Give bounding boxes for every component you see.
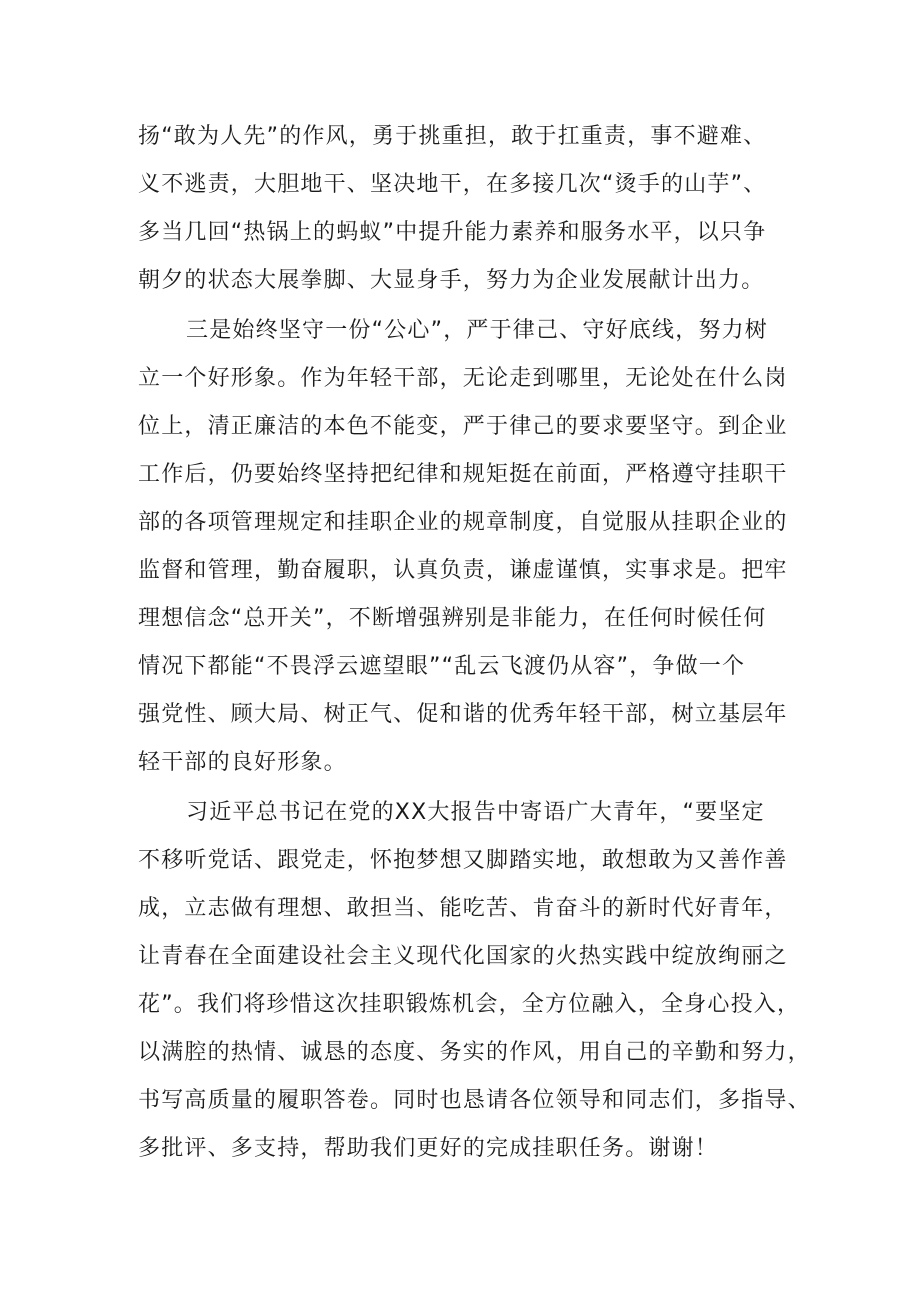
paragraph-3 xyxy=(138,789,811,1173)
document-body xyxy=(138,113,811,1173)
text-line: 理想信念“总开关”，不断增强辨别是非能力，在任何时候任何 xyxy=(138,606,767,631)
text-line: 义不逃责，大胆地干、坚决地干，在多接几次“烫手的山芋”、 xyxy=(138,172,767,197)
text-line: 强党性、顾大局、树正气、促和谐的优秀年轻干部，树立基层年 xyxy=(138,702,788,727)
text-line: 习近平总书记在党的XX大报告中寄语广大青年，“要坚定 xyxy=(186,800,765,825)
text-line: 以满腔的热情、诚恳的态度、务实的作风，用自己的辛勤和努力， xyxy=(138,1040,811,1065)
text-line: 位上，清正廉洁的本色不能变，严于律己的要求要坚守。到企业 xyxy=(138,414,788,439)
text-line: 轻干部的良好形象。 xyxy=(138,750,347,775)
text-line: 三是始终坚守一份“公心”，严于律己、守好底线，努力树 xyxy=(186,318,768,343)
text-line: 多批评、多支持，帮助我们更好的完成挂职任务。谢谢！ xyxy=(138,1136,719,1161)
text-line: 扬“敢为人先”的作风，勇于挑重担，敢于扛重责，事不避难、 xyxy=(138,124,767,149)
text-line: 朝夕的状态大展拳脚、大显身手，努力为企业发展献计出力。 xyxy=(138,268,765,293)
text-line: 花”。我们将珍惜这次挂职锻炼机会，全方位融入，全身心投入， xyxy=(138,992,801,1017)
text-line: 情况下都能“不畏浮云遮望眼”“乱云飞渡仍从容”，争做一个 xyxy=(138,654,746,679)
text-line: 让青春在全面建设社会主义现代化国家的火热实践中绽放绚丽之 xyxy=(138,944,788,969)
text-line: 多当几回“热锅上的蚂蚁”中提升能力素养和服务水平，以只争 xyxy=(138,220,767,245)
text-line: 成，立志做有理想、敢担当、能吃苦、肯奋斗的新时代好青年， xyxy=(138,896,788,921)
text-line: 不移听党话、跟党走，怀抱梦想又脚踏实地，敢想敢为又善作善 xyxy=(138,848,788,873)
text-line: 工作后，仍要始终坚持把纪律和规矩挺在前面，严格遵守挂职干 xyxy=(138,462,788,487)
text-line: 部的各项管理规定和挂职企业的规章制度，自觉服从挂职企业的 xyxy=(138,510,788,535)
text-line: 书写高质量的履职答卷。同时也恳请各位领导和同志们，多指导、 xyxy=(138,1088,811,1113)
text-line: 监督和管理，勤奋履职，认真负责，谦虚谨慎，实事求是。把牢 xyxy=(138,558,788,583)
paragraph-1 xyxy=(138,113,798,305)
text-line: 立一个好形象。作为年轻干部，无论走到哪里，无论处在什么岗 xyxy=(138,366,788,391)
paragraph-2 xyxy=(138,307,798,787)
